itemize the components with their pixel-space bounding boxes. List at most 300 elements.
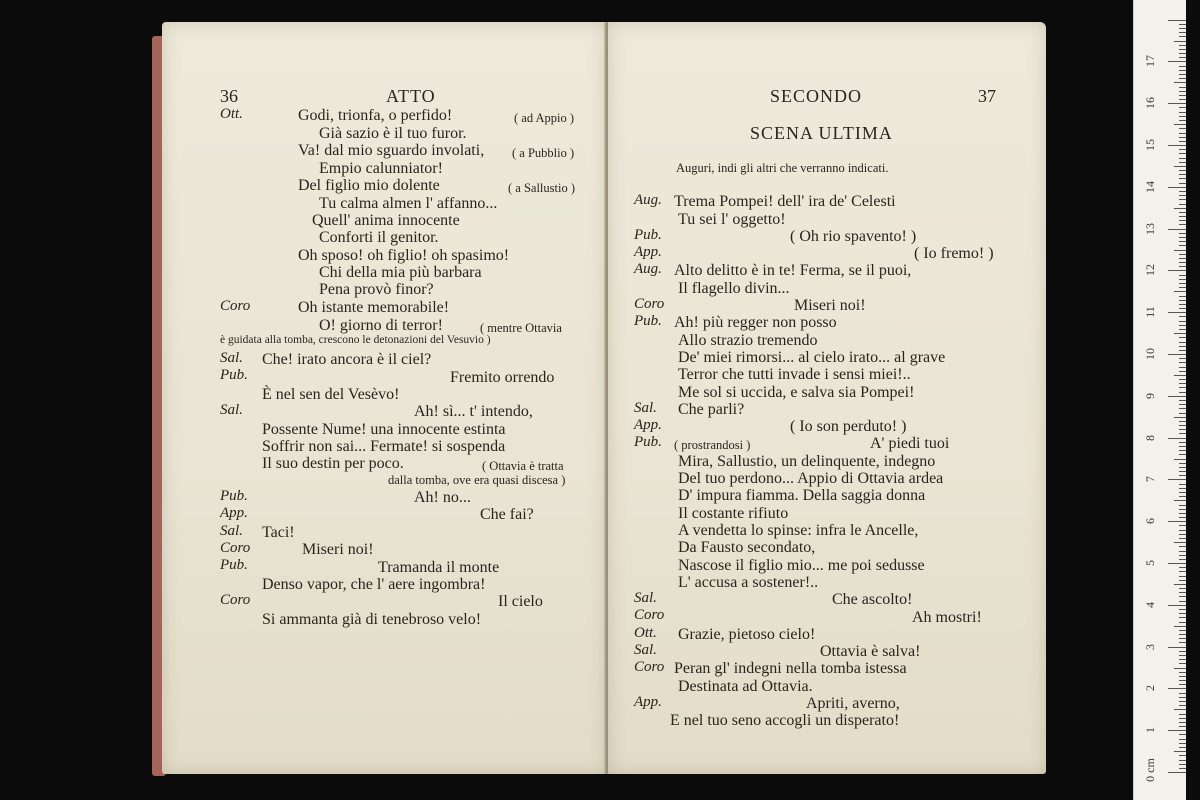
ruler-number: 14 xyxy=(1143,181,1157,193)
verse-line: Che fai? xyxy=(480,506,534,523)
ruler-tick xyxy=(1179,425,1186,426)
ruler-tick xyxy=(1179,325,1186,326)
ruler-tick xyxy=(1168,438,1186,439)
ruler-tick xyxy=(1179,233,1186,234)
ruler-tick xyxy=(1174,584,1186,585)
ruler-tick xyxy=(1168,730,1186,731)
ruler-tick xyxy=(1179,538,1186,539)
ruler-tick xyxy=(1179,220,1186,221)
stage-direction: ( ad Appio ) xyxy=(514,111,575,125)
ruler-tick xyxy=(1179,672,1186,673)
ruler-tick xyxy=(1179,484,1186,485)
page-number-left: 36 xyxy=(220,86,238,106)
ruler-tick xyxy=(1179,342,1186,343)
ruler-tick xyxy=(1179,705,1186,706)
verse-line: Pena provò finor? xyxy=(319,281,434,298)
ruler-tick xyxy=(1179,162,1186,163)
ruler-tick xyxy=(1179,91,1186,92)
ruler-tick xyxy=(1179,321,1186,322)
verse-line: Ah mostri! xyxy=(912,609,982,626)
ruler-tick xyxy=(1179,601,1186,602)
verse-line: Fremito orrendo xyxy=(450,369,555,386)
verse-line: Del figlio mio dolente xyxy=(298,177,440,194)
ruler-tick xyxy=(1179,158,1186,159)
ruler-tick xyxy=(1179,57,1186,58)
ruler-tick xyxy=(1179,99,1186,100)
ruler-tick xyxy=(1179,743,1186,744)
ruler-tick xyxy=(1179,571,1186,572)
ruler-tick xyxy=(1179,36,1186,37)
ruler-tick xyxy=(1179,684,1186,685)
speaker: Sal. xyxy=(220,402,243,418)
speaker: App. xyxy=(634,694,662,710)
ruler-tick xyxy=(1179,392,1186,393)
ruler-tick xyxy=(1179,371,1186,372)
ruler-tick xyxy=(1179,358,1186,359)
ruler-tick xyxy=(1179,387,1186,388)
verse-line: Da Fausto secondato, xyxy=(678,539,816,556)
ruler-tick xyxy=(1179,718,1186,719)
verse-line: Che parli? xyxy=(678,401,745,418)
ruler-tick xyxy=(1179,149,1186,150)
verse-line: Tu sei l' oggetto! xyxy=(678,211,786,228)
ruler-tick xyxy=(1168,605,1186,606)
verse-line: Ottavia è salva! xyxy=(820,643,921,660)
ruler-tick xyxy=(1179,183,1186,184)
ruler-tick xyxy=(1179,199,1186,200)
ruler-tick xyxy=(1168,647,1186,648)
ruler-tick xyxy=(1179,513,1186,514)
ruler-number: 12 xyxy=(1143,264,1157,276)
ruler-number: 1 xyxy=(1143,727,1157,733)
verse-line: Destinata ad Ottavia. xyxy=(678,678,813,695)
ruler-number: 5 xyxy=(1143,560,1157,566)
scene-direction: Auguri, indi gli altri che verranno indicati. xyxy=(676,161,889,175)
ruler-tick xyxy=(1179,413,1186,414)
ruler-tick xyxy=(1179,300,1186,301)
speaker: Ott. xyxy=(634,625,657,641)
ruler-tick xyxy=(1179,49,1186,50)
ruler-tick xyxy=(1179,651,1186,652)
ruler-tick xyxy=(1174,250,1186,251)
verse-line: Peran gl' indegni nella tomba istessa xyxy=(674,660,907,677)
ruler-tick xyxy=(1179,764,1186,765)
ruler-tick xyxy=(1179,551,1186,552)
verse-line: Si ammanta già di tenebroso velo! xyxy=(262,611,482,628)
ruler-tick xyxy=(1179,70,1186,71)
page-number-right: 37 xyxy=(978,86,996,106)
verse-line: Il cielo xyxy=(498,593,543,610)
ruler-number: 8 xyxy=(1143,435,1157,441)
ruler-tick xyxy=(1168,270,1186,271)
ruler-tick xyxy=(1179,195,1186,196)
speaker: App. xyxy=(220,505,248,521)
verse-line: Del tuo perdono... Appio di Ottavia ardea xyxy=(678,470,944,487)
ruler-tick xyxy=(1179,446,1186,447)
ruler-tick xyxy=(1179,760,1186,761)
ruler-tick xyxy=(1179,517,1186,518)
verse-line: Il costante rifiuto xyxy=(678,505,789,522)
verse-line: Oh istante memorabile! xyxy=(298,299,450,316)
verse-line: Miseri noi! xyxy=(794,297,866,314)
running-header-right: SECONDO xyxy=(770,86,863,106)
verse-line: È nel sen del Vesèvo! xyxy=(262,386,400,403)
speaker: Aug. xyxy=(634,192,662,208)
ruler-tick xyxy=(1179,726,1186,727)
ruler-tick xyxy=(1179,254,1186,255)
verse-line: D' impura fiamma. Della saggia donna xyxy=(678,487,926,504)
ruler-tick xyxy=(1174,124,1186,125)
ruler-tick xyxy=(1179,613,1186,614)
left-page xyxy=(162,22,606,774)
verse-line: Trema Pompei! dell' ira de' Celesti xyxy=(674,193,896,210)
verse-line: De' miei rimorsi... al cielo irato... al grave xyxy=(678,349,946,366)
ruler-tick xyxy=(1179,78,1186,79)
ruler-tick xyxy=(1179,701,1186,702)
ruler-tick xyxy=(1179,283,1186,284)
ruler-tick xyxy=(1179,275,1186,276)
verse-line: ( Oh rio spavento! ) xyxy=(790,228,917,245)
ruler-tick xyxy=(1179,120,1186,121)
ruler-number: 17 xyxy=(1143,55,1157,67)
verse-line: Me sol si uccida, e salva sia Pompei! xyxy=(678,384,915,401)
verse-line: ( Io son perduto! ) xyxy=(790,418,907,435)
verse-line: Quell' anima innocente xyxy=(312,212,460,229)
ruler-tick xyxy=(1179,555,1186,556)
ruler-tick xyxy=(1174,333,1186,334)
ruler-tick xyxy=(1179,496,1186,497)
verse-line: L' accusa a sostener!.. xyxy=(678,574,819,591)
ruler-tick xyxy=(1179,128,1186,129)
ruler-tick xyxy=(1179,45,1186,46)
ruler-tick xyxy=(1179,224,1186,225)
speaker: Sal. xyxy=(634,590,657,606)
speaker: Pub. xyxy=(634,227,662,243)
ruler-tick xyxy=(1179,525,1186,526)
ruler-tick xyxy=(1179,475,1186,476)
ruler-tick xyxy=(1179,112,1186,113)
verse-line: Che! irato ancora è il ciel? xyxy=(262,351,432,368)
ruler-tick xyxy=(1179,580,1186,581)
ruler-tick xyxy=(1168,20,1186,21)
verse-line: Miseri noi! xyxy=(302,541,374,558)
speaker: Pub. xyxy=(220,557,248,573)
right-page xyxy=(608,22,1046,774)
verse-line: Soffrir non sai... Fermate! si sospenda xyxy=(262,438,506,455)
stage-direction: è guidata alla tomba, crescono le detonazioni del Vesuvio ) xyxy=(220,334,491,346)
ruler-tick xyxy=(1168,521,1186,522)
ruler-tick xyxy=(1179,74,1186,75)
ruler-tick xyxy=(1179,747,1186,748)
ruler-tick xyxy=(1179,53,1186,54)
verse-line: Già sazio è il tuo furor. xyxy=(319,125,467,142)
verse-line: Godi, trionfa, o perfido! xyxy=(298,107,453,124)
ruler-tick xyxy=(1179,95,1186,96)
ruler-tick xyxy=(1179,367,1186,368)
verse-line: E nel tuo seno accogli un disperato! xyxy=(670,712,900,729)
ruler-tick xyxy=(1168,479,1186,480)
ruler-tick xyxy=(1179,408,1186,409)
ruler-tick xyxy=(1179,237,1186,238)
ruler-tick xyxy=(1179,24,1186,25)
ruler-tick xyxy=(1179,659,1186,660)
ruler-tick xyxy=(1179,262,1186,263)
stage-direction: ( a Pubblio ) xyxy=(512,146,575,160)
ruler-tick xyxy=(1179,617,1186,618)
ruler-number: 16 xyxy=(1143,97,1157,109)
ruler-tick xyxy=(1179,350,1186,351)
verse-line: Il suo destin per poco. xyxy=(262,455,404,472)
ruler-tick xyxy=(1174,500,1186,501)
ruler-tick xyxy=(1179,559,1186,560)
ruler-tick xyxy=(1179,28,1186,29)
ruler-number: 15 xyxy=(1143,139,1157,151)
ruler-tick xyxy=(1168,563,1186,564)
ruler-tick xyxy=(1179,141,1186,142)
ruler-tick xyxy=(1179,87,1186,88)
ruler-tick xyxy=(1174,375,1186,376)
ruler-tick xyxy=(1168,229,1186,230)
ruler-tick xyxy=(1168,145,1186,146)
ruler-tick xyxy=(1179,509,1186,510)
verse-line: Conforti il genitor. xyxy=(319,229,439,246)
ruler-tick xyxy=(1174,709,1186,710)
ruler-tick xyxy=(1174,459,1186,460)
speaker: Pub. xyxy=(220,367,248,383)
ruler-tick xyxy=(1179,534,1186,535)
ruler-tick xyxy=(1179,287,1186,288)
ruler-tick xyxy=(1174,82,1186,83)
ruler-tick xyxy=(1179,66,1186,67)
ruler-tick xyxy=(1179,174,1186,175)
speaker: Aug. xyxy=(634,261,662,277)
speaker: Coro xyxy=(634,607,665,623)
ruler-number: 3 xyxy=(1143,644,1157,650)
ruler-tick xyxy=(1179,492,1186,493)
speaker: Sal. xyxy=(634,642,657,658)
speaker: Sal. xyxy=(220,523,243,539)
ruler-tick xyxy=(1179,655,1186,656)
ruler-tick xyxy=(1179,467,1186,468)
ruler-tick xyxy=(1179,638,1186,639)
speaker: Pub. xyxy=(634,313,662,329)
ruler-tick xyxy=(1174,542,1186,543)
ruler-tick xyxy=(1179,634,1186,635)
verse-line: Tramanda il monte xyxy=(378,559,500,576)
stage-direction: dalla tomba, ove era quasi discesa ) xyxy=(388,473,566,487)
ruler-tick xyxy=(1168,396,1186,397)
ruler-tick xyxy=(1179,609,1186,610)
ruler-number: 13 xyxy=(1143,223,1157,235)
ruler-tick xyxy=(1168,772,1186,773)
ruler-tick xyxy=(1179,734,1186,735)
verse-line: Il flagello divin... xyxy=(678,280,790,297)
ruler-tick xyxy=(1179,279,1186,280)
ruler-tick xyxy=(1179,404,1186,405)
ruler-tick xyxy=(1174,668,1186,669)
ruler-tick xyxy=(1179,471,1186,472)
ruler-tick xyxy=(1179,530,1186,531)
ruler-tick xyxy=(1179,442,1186,443)
verse-line: Chi della mia più barbara xyxy=(319,264,482,281)
verse-line: Va! dal mio sguardo involati, xyxy=(298,142,485,159)
ruler-tick xyxy=(1179,170,1186,171)
ruler-tick xyxy=(1179,216,1186,217)
ruler-tick xyxy=(1179,107,1186,108)
speaker: Coro xyxy=(220,592,251,608)
ruler-number: 2 xyxy=(1143,685,1157,691)
verse-line: O! giorno di terror! xyxy=(319,317,443,334)
ruler-tick xyxy=(1179,463,1186,464)
ruler-tick xyxy=(1179,429,1186,430)
ruler-tick xyxy=(1174,417,1186,418)
ruler-tick xyxy=(1174,208,1186,209)
ruler-tick xyxy=(1179,546,1186,547)
running-header-left: ATTO xyxy=(386,86,436,106)
open-book xyxy=(152,22,1050,780)
ruler-tick xyxy=(1179,153,1186,154)
ruler-tick xyxy=(1179,362,1186,363)
ruler-number: 6 xyxy=(1143,518,1157,524)
verse-line: Taci! xyxy=(262,524,295,541)
verse-line: Empio calunniator! xyxy=(319,160,443,177)
ruler-tick xyxy=(1179,576,1186,577)
ruler-tick xyxy=(1179,241,1186,242)
ruler-tick xyxy=(1174,291,1186,292)
ruler-tick xyxy=(1179,308,1186,309)
ruler-tick xyxy=(1179,567,1186,568)
ruler-tick xyxy=(1179,505,1186,506)
ruler-tick xyxy=(1168,103,1186,104)
ruler-tick xyxy=(1179,337,1186,338)
speaker: Pub. xyxy=(220,488,248,504)
stage-direction: ( mentre Ottavia xyxy=(480,321,562,335)
speaker: Sal. xyxy=(220,350,243,366)
verse-line: A vendetta lo spinse: infra le Ancelle, xyxy=(678,522,919,539)
ruler-tick xyxy=(1179,133,1186,134)
speaker: App. xyxy=(634,244,662,260)
ruler-tick xyxy=(1174,166,1186,167)
ruler-tick xyxy=(1179,212,1186,213)
verse-line: Nascose il figlio mio... me poi sedusse xyxy=(678,557,925,574)
ruler-tick xyxy=(1179,204,1186,205)
verse-line: Mira, Sallustio, un delinquente, indegno xyxy=(678,453,936,470)
ruler-tick xyxy=(1179,596,1186,597)
ruler-tick xyxy=(1179,379,1186,380)
verse-line: Apriti, averno, xyxy=(806,695,900,712)
ruler-tick xyxy=(1179,266,1186,267)
ruler-tick xyxy=(1179,588,1186,589)
measuring-ruler xyxy=(1133,0,1186,800)
ruler-tick xyxy=(1179,755,1186,756)
ruler-tick xyxy=(1179,488,1186,489)
scene-title: SCENA ULTIMA xyxy=(750,123,893,143)
speaker: Coro xyxy=(220,540,251,556)
ruler-tick xyxy=(1168,187,1186,188)
ruler-tick xyxy=(1179,722,1186,723)
ruler-tick xyxy=(1179,676,1186,677)
verse-line: Grazie, pietoso cielo! xyxy=(678,626,816,643)
ruler-number: 7 xyxy=(1143,476,1157,482)
ruler-tick xyxy=(1179,768,1186,769)
verse-line: Alto delitto è in te! Ferma, se il puoi, xyxy=(674,262,912,279)
ruler-tick xyxy=(1179,400,1186,401)
ruler-tick xyxy=(1179,32,1186,33)
ruler-tick xyxy=(1174,626,1186,627)
ruler-number: 9 xyxy=(1143,393,1157,399)
verse-line: Denso vapor, che l' aere ingombra! xyxy=(262,576,486,593)
ruler-tick xyxy=(1179,329,1186,330)
verse-line: Che ascolto! xyxy=(832,591,913,608)
ruler-tick xyxy=(1179,346,1186,347)
ruler-tick xyxy=(1179,630,1186,631)
verse-line: Possente Nume! una innocente estinta xyxy=(262,421,506,438)
verse-line: A' piedi tuoi xyxy=(870,435,950,452)
speaker: Ott. xyxy=(220,106,243,122)
ruler-tick xyxy=(1179,316,1186,317)
ruler-tick xyxy=(1179,383,1186,384)
speaker: Sal. xyxy=(634,400,657,416)
ruler-tick xyxy=(1179,296,1186,297)
ruler-tick xyxy=(1179,592,1186,593)
verse-line: Allo strazio tremendo xyxy=(678,332,818,349)
ruler-tick xyxy=(1179,433,1186,434)
ruler-tick xyxy=(1179,693,1186,694)
verse-line: Ah! no... xyxy=(414,489,471,506)
ruler-tick xyxy=(1179,137,1186,138)
ruler-tick xyxy=(1179,191,1186,192)
ruler-tick xyxy=(1168,61,1186,62)
ruler-tick xyxy=(1174,41,1186,42)
ruler-number: 11 xyxy=(1143,306,1157,318)
ruler-tick xyxy=(1168,688,1186,689)
ruler-tick xyxy=(1179,116,1186,117)
stage-direction: ( prostrandosi ) xyxy=(674,438,751,452)
ruler-tick xyxy=(1174,751,1186,752)
ruler-tick xyxy=(1168,312,1186,313)
verse-line: Ah! sì... t' intendo, xyxy=(414,403,533,420)
verse-line: Oh sposo! oh figlio! oh spasimo! xyxy=(298,247,510,264)
ruler-tick xyxy=(1168,354,1186,355)
stage-direction: ( a Sallustio ) xyxy=(508,181,576,195)
ruler-tick xyxy=(1179,739,1186,740)
ruler-tick xyxy=(1179,622,1186,623)
ruler-number: 4 xyxy=(1143,602,1157,608)
ruler-tick xyxy=(1179,245,1186,246)
ruler-tick xyxy=(1179,680,1186,681)
speaker: Pub. xyxy=(634,434,662,450)
verse-line: Ah! più regger non posso xyxy=(674,314,837,331)
ruler-tick xyxy=(1179,178,1186,179)
ruler-tick xyxy=(1179,642,1186,643)
verse-line: Terror che tutti invade i sensi miei!.. xyxy=(678,366,911,383)
speaker: Coro xyxy=(634,659,665,675)
verse-line: Tu calma almen l' affanno... xyxy=(319,195,498,212)
ruler-tick xyxy=(1179,258,1186,259)
ruler-tick xyxy=(1179,450,1186,451)
ruler-tick xyxy=(1179,454,1186,455)
verse-line: ( Io fremo! ) xyxy=(914,245,994,262)
ruler-tick xyxy=(1179,663,1186,664)
ruler-tick xyxy=(1179,304,1186,305)
stage-direction: ( Ottavia è tratta xyxy=(482,459,564,473)
speaker: App. xyxy=(634,417,662,433)
ruler-tick xyxy=(1179,697,1186,698)
ruler-tick xyxy=(1179,714,1186,715)
speaker: Coro xyxy=(220,298,251,314)
ruler-number: 10 xyxy=(1143,348,1157,360)
ruler-tick xyxy=(1179,421,1186,422)
